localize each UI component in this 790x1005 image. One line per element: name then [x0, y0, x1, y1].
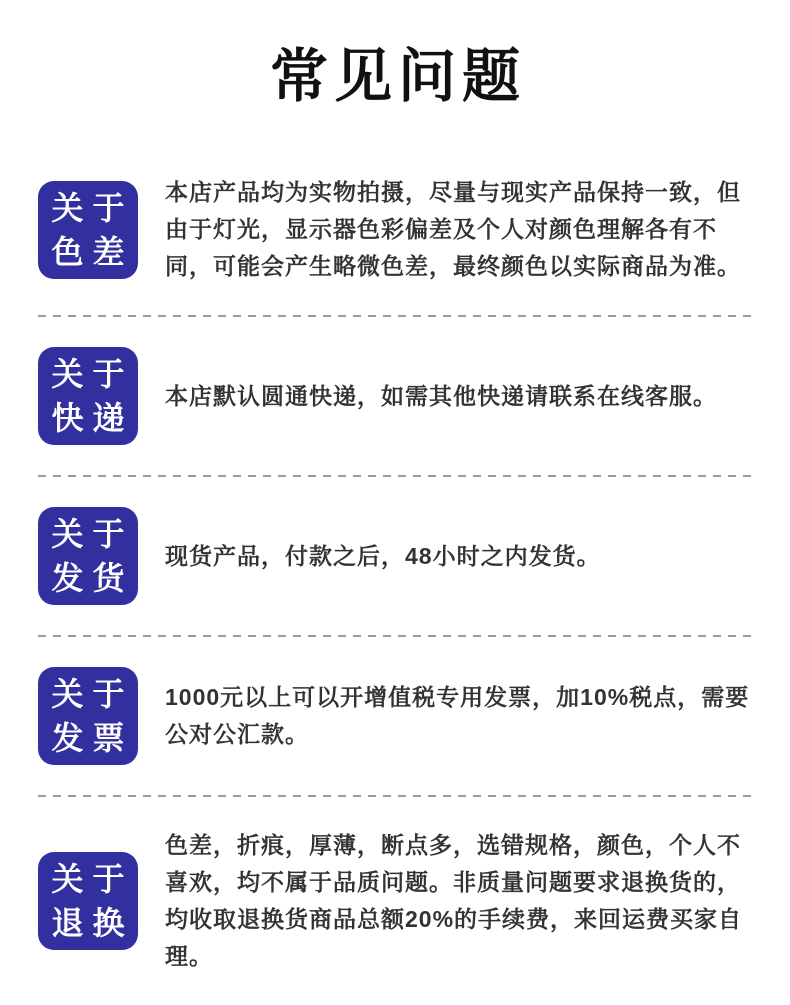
- label-badge-returns: [38, 852, 138, 950]
- faq-section-shipping-courier: [38, 317, 752, 475]
- label-badge-invoice: [38, 667, 138, 765]
- label-badge-dispatch: [38, 507, 138, 605]
- label-line-1: 关于: [51, 516, 134, 552]
- label-line-1: 关于: [51, 189, 134, 226]
- label-line-1: 关于: [51, 676, 134, 712]
- label-badge-shipping-courier: [38, 347, 138, 445]
- faq-section-invoice: [38, 637, 752, 795]
- faq-text-invoice: 1000元以上可以开增值税专用发票，加10%税点，需要公对公汇款。: [165, 684, 750, 747]
- label-line-1: 关于: [51, 861, 134, 897]
- faq-section-color-difference: [38, 144, 752, 315]
- faq-text-color-difference: 本店产品均为实物拍摄，尽量与现实产品保持一致，但由于灯光，显示器色彩偏差及个人对颜色理解各有不同，可能会产生略微色差，最终颜色以实际商品为准。: [165, 179, 741, 279]
- label-line-2: 发票: [51, 720, 134, 756]
- label-line-2: 退换: [51, 905, 134, 941]
- label-line-1: 关于: [51, 356, 134, 392]
- label-line-2: 色差: [51, 233, 134, 270]
- label-line-2: 发货: [51, 560, 134, 596]
- faq-section-returns: [38, 797, 752, 1005]
- faq-list: [38, 144, 752, 1005]
- page-title: 常见问题: [269, 44, 526, 109]
- faq-text-dispatch: 现货产品，付款之后，48小时之内发货。: [165, 542, 601, 569]
- faq-text-shipping-courier: 本店默认圆通快递，如需其他快递请联系在线客服。: [165, 382, 717, 409]
- label-line-2: 快递: [51, 400, 134, 436]
- faq-section-dispatch: [38, 477, 752, 635]
- faq-text-returns: 色差，折痕，厚薄，断点多，选错规格，颜色，个人不喜欢，均不属于品质问题。非质量问题要求退换货的，均收取退换货商品总额20%的手续费，来回运费买家自理。: [165, 832, 743, 969]
- label-badge-color-difference: [38, 181, 138, 279]
